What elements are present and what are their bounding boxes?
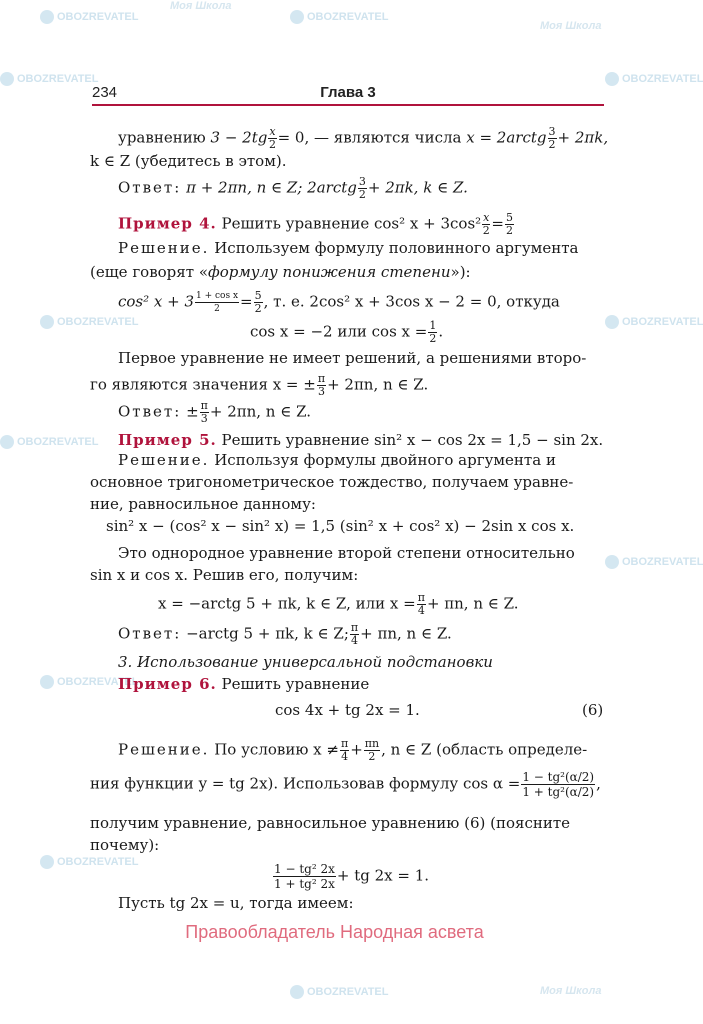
solution-line: Решение. Используем формулу половинного аргумента [118, 239, 579, 257]
text-line: почему): [90, 836, 160, 854]
chapter-title: Глава 3 [320, 84, 376, 101]
example-line: Пример 4. Решить уравнение cos² x + 3cos² $\frac{x}{2}$ = $\frac{5}{2}$ [118, 211, 513, 237]
text-line: ние, равносильное данному: [90, 495, 316, 513]
text-line: Пусть tg 2x = u, тогда имеем: [118, 894, 354, 912]
page-number: 234 [92, 84, 118, 101]
text-line: Первое уравнение не имеет решений, а решениями второ- [118, 349, 587, 367]
text-line: k ∈ Z (убедитесь в этом). [90, 152, 287, 170]
watermark: OBOZREVATEL [605, 555, 703, 569]
formula-line: cos 4x + tg 2x = 1. [275, 701, 420, 719]
text-line: ния функции y = tg 2x). Использовав формулу cos α = $\frac{\text{1 − tg²(α/2)}}{\text{1 + tg²(α/2)}}$ , [90, 770, 601, 799]
answer-line: Ответ: −arctg 5 + πk, k ∈ Z; $\frac{\pi}{4}$ + πn, n ∈ Z. [118, 621, 452, 647]
watermark: OBOZREVATEL [0, 435, 98, 449]
equation-number: (6) [582, 701, 604, 719]
watermark: Моя Школа [540, 985, 602, 997]
text-line: основное тригонометрическое тождество, получаем уравне- [90, 473, 574, 491]
text-line: уравнению 3 − 2tg $\frac{x}{2}$ = 0, — являются числа x = 2arctg $\frac{3}{2}$ + 2πk, [118, 125, 609, 151]
formula-line: x = −arctg 5 + πk, k ∈ Z, или x = $\frac{\pi}{4}$ + πn, n ∈ Z. [158, 591, 519, 617]
text-line: sin x и cos x. Решив его, получим: [90, 566, 359, 584]
watermark: OBOZREVATEL [290, 985, 388, 999]
text-line: получим уравнение, равносильное уравнению (6) (поясните [90, 814, 571, 832]
watermark: OBOZREVATEL [40, 10, 138, 24]
solution-line: Решение. Используя формулы двойного аргумента и [118, 451, 556, 469]
example-line: Пример 5. Решить уравнение sin² x − cos 2x = 1,5 − sin 2x. [118, 431, 604, 449]
watermark: OBOZREVATEL [40, 675, 138, 689]
watermark: OBOZREVATEL [40, 315, 138, 329]
text-line: (еще говорят «формулу понижения степени»): [90, 263, 471, 281]
watermark: Моя Школа [170, 0, 232, 12]
formula-line: sin² x − (cos² x − sin² x) = 1,5 (sin² x + cos² x) − 2sin x cos x. [106, 517, 575, 535]
copyright-footer: Правообладатель Народная асвета [185, 922, 484, 942]
formula-line: cos² x + 3 $\frac{\text{1 + cos x}}{2}$ = $\frac{5}{2}$ , т. е. 2cos² x + 3cos x − 2 = 0, откуда [118, 289, 560, 315]
example-line: Пример 6. Решить уравнение [118, 675, 370, 693]
watermark: OBOZREVATEL [0, 72, 98, 86]
formula-line: cos x = −2 или cos x = $\frac{1}{2}$ . [250, 319, 444, 345]
watermark: OBOZREVATEL [290, 10, 388, 24]
watermark: Моя Школа [540, 20, 602, 32]
solution-line: Решение. По условию x ≠ $\frac{\pi}{4}$ + $\frac{\pi n}{2}$ , n ∈ Z (область определе- [118, 737, 588, 763]
watermark: OBOZREVATEL [605, 72, 703, 86]
text-line: го являются значения x = ± $\frac{\pi}{3}$ + 2πn, n ∈ Z. [90, 372, 429, 398]
header-rule [92, 104, 604, 106]
section-title: 3. Использование универсальной подстановки [118, 653, 493, 671]
formula-line: $\frac{\text{1 − tg² 2x}}{\text{1 + tg² 2x}}$ + tg 2x = 1. [274, 862, 430, 891]
watermark: OBOZREVATEL [40, 855, 138, 869]
answer-line: Ответ: π + 2πn, n ∈ Z; 2arctg $\frac{3}{2}$ + 2πk, k ∈ Z. [118, 175, 468, 201]
watermark: OBOZREVATEL [605, 315, 703, 329]
answer-line: Ответ: ± $\frac{\pi}{3}$ + 2πn, n ∈ Z. [118, 399, 312, 425]
page-header [92, 84, 604, 104]
text-line: Это однородное уравнение второй степени относительно [118, 544, 575, 562]
